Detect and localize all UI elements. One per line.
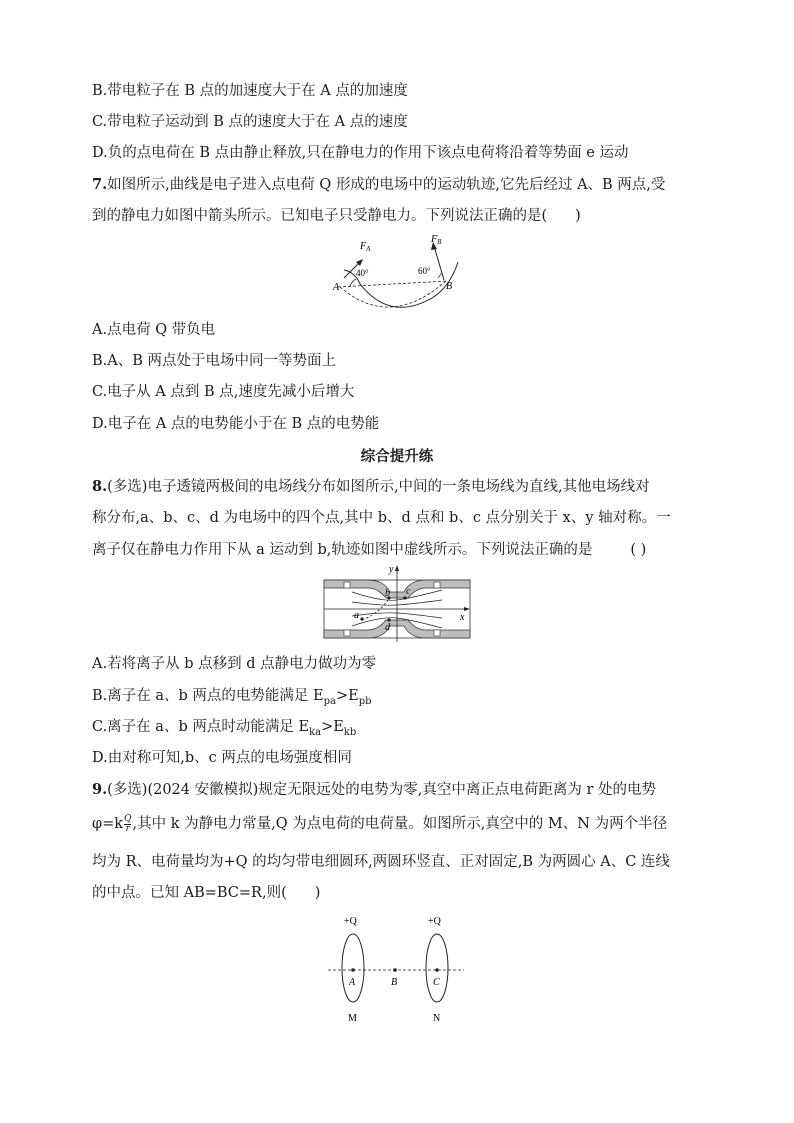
q8-point-a xyxy=(360,617,363,620)
q8-option-c xyxy=(92,717,356,743)
q8-stem-text3: 离子仅在静电力作用下从 a 运动到 b,轨迹如图中虚线所示。下列说法正确的是 xyxy=(92,542,593,558)
q7-angle-a-arc xyxy=(350,279,356,286)
q9-stem-line3: 均为 R、电荷量均为+Q 的均匀带电细圆环,两圆环竖直、正对固定,B 为两圆心 A、C 连线 xyxy=(92,854,670,870)
q8-stem-line3 xyxy=(92,540,646,560)
q7-force-b-arrow xyxy=(434,246,444,280)
q7-stem-line1 xyxy=(92,175,665,195)
q9-point-a xyxy=(351,968,355,972)
q7-option-b: B.A、B 两点处于电场中同一等势面上 xyxy=(92,353,336,369)
q8-label-d: d xyxy=(385,622,390,633)
q8-label-x: x xyxy=(460,612,465,623)
q6-option-d: D.负的点电荷在 B 点由静止释放,只在静电力的作用下该点电荷将沿着等势面 e 运动 xyxy=(92,145,629,161)
q9-rings-figure xyxy=(322,908,472,1028)
q8-square-marker xyxy=(434,582,440,588)
q9-label-charge-left: +Q xyxy=(344,916,357,927)
q7-trajectory-figure xyxy=(330,232,470,308)
q9-label-ring-m: M xyxy=(348,1013,357,1024)
q8-number: 8. xyxy=(92,478,108,495)
q8-option-c-mid: >E xyxy=(321,719,344,735)
section-heading: 综合提升练 xyxy=(360,448,434,465)
q9-formula-numerator: Q xyxy=(124,813,132,824)
q8-option-c-sub2: kb xyxy=(343,726,357,738)
q7-stem-line2 xyxy=(92,206,581,226)
q9-stem-line4 xyxy=(92,883,320,903)
q7-number: 7. xyxy=(92,176,108,193)
q7-dashed-chord xyxy=(338,281,448,287)
q8-electron-lens-figure xyxy=(322,562,472,642)
q9-stem-paren: ) xyxy=(314,885,321,901)
q8-option-c-sub1: ka xyxy=(309,726,322,738)
q9-label-a: A xyxy=(349,977,356,988)
q8-stem-paren: ( ) xyxy=(630,542,647,558)
q9-stem-text4: 的中点。已知 AB=BC=R,则( xyxy=(92,885,287,901)
q8-option-d: D.由对称可知,b、c 两点的电场强度相同 xyxy=(92,750,352,766)
q9-stem-line2 xyxy=(92,814,667,840)
q7-dashed-arc xyxy=(340,281,446,307)
q8-stem-text1: (多选)电子透镜两极间的电场线分布如图所示,中间的一条电场线为直线,其他电场线对 xyxy=(107,479,650,495)
q8-stem-line2: 称分布,a、b、c、d 为电场中的四个点,其中 b、d 点和 b、c 点分别关于 x、y 轴对称。一 xyxy=(92,510,671,526)
q8-option-b-sub1: pa xyxy=(323,695,336,707)
q8-stem-line1 xyxy=(92,477,650,497)
q8-option-b xyxy=(92,686,372,712)
q8-option-c-text: C.离子在 a、b 两点时动能满足 E xyxy=(92,719,310,735)
q7-stem-paren: ) xyxy=(575,208,581,224)
q8-label-b: b xyxy=(385,588,390,599)
q9-label-charge-right: +Q xyxy=(428,916,441,927)
q8-x-axis-arrow xyxy=(464,607,470,611)
q9-label-ring-n: N xyxy=(433,1013,441,1024)
q8-label-c: c xyxy=(406,586,411,597)
q8-ion-trajectory xyxy=(362,600,388,620)
q7-option-d: D.电子在 A 点的电势能小于在 B 点的电势能 xyxy=(92,416,380,432)
q9-label-b: B xyxy=(391,977,398,988)
q8-square-marker xyxy=(344,630,350,636)
q7-option-c: C.电子从 A 点到 B 点,速度先减小后增大 xyxy=(92,384,355,400)
q8-square-marker xyxy=(434,630,440,636)
q7-label-angle-b: 60° xyxy=(418,266,431,276)
q8-option-b-mid: >E xyxy=(335,688,359,704)
q9-ring-m xyxy=(342,934,364,1002)
q9-formula-denominator: r xyxy=(125,823,130,834)
q9-ring-n xyxy=(426,934,448,1002)
q9-label-c: C xyxy=(433,977,440,988)
q8-option-b-text: B.离子在 a、b 两点的电势能满足 E xyxy=(92,688,324,704)
q9-formula-fraction xyxy=(124,815,131,834)
q7-label-fa: $F_A$ xyxy=(360,241,371,253)
q9-stem-line1 xyxy=(92,780,656,800)
q7-label-fb: $F_B$ xyxy=(431,234,442,246)
q9-formula-prefix: φ=k xyxy=(92,816,124,832)
q9-point-b xyxy=(393,968,397,972)
q7-label-point-a: A xyxy=(333,282,340,293)
q7-label-point-b: B xyxy=(446,281,453,292)
q9-point-c xyxy=(435,968,439,972)
q9-stem-text2: ,其中 k 为静电力常量,Q 为点电荷的电荷量。如图所示,真空中的 M、N 为两个半径 xyxy=(132,816,668,832)
q6-option-b: B.带电粒子在 B 点的加速度大于在 A 点的加速度 xyxy=(92,83,408,99)
q8-square-marker xyxy=(344,582,350,588)
q8-label-y: y xyxy=(389,564,394,575)
q8-y-axis-arrow xyxy=(395,565,399,571)
q7-angle-b-arc xyxy=(438,273,442,278)
q8-option-b-sub2: pb xyxy=(358,695,372,707)
q7-option-a: A.点电荷 Q 带负电 xyxy=(92,322,216,338)
q8-option-a: A.若将离子从 b 点移到 d 点静电力做功为零 xyxy=(92,656,377,672)
q7-stem-text2: 到的静电力如图中箭头所示。已知电子只受静电力。下列说法正确的是( xyxy=(92,208,548,224)
q9-number: 9. xyxy=(92,781,108,798)
q7-stem-text1: 如图所示,曲线是电子进入点电荷 Q 形成的电场中的运动轨迹,它先后经过 A、B 两点,受 xyxy=(107,177,666,193)
q8-label-a: a xyxy=(354,610,359,621)
q9-stem-text1: (多选)(2024 安徽模拟)规定无限远处的电势为零,真空中离正点电荷距离为 r 处的电势 xyxy=(107,782,657,798)
q6-option-c: C.带电粒子运动到 B 点的速度大于在 A 点的速度 xyxy=(92,114,408,130)
q7-label-angle-a: 40° xyxy=(356,268,369,278)
